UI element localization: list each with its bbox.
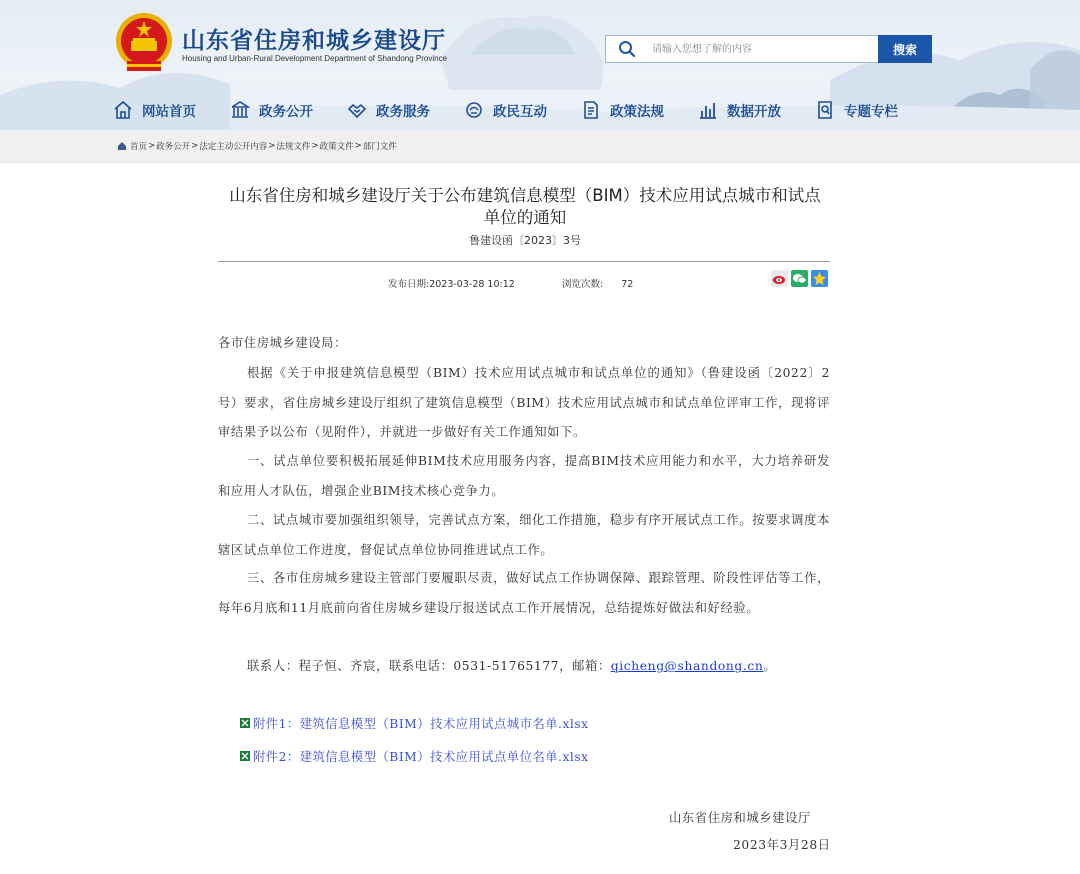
attachment-label: 附件1：建筑信息模型（BIM）技术应用试点城市名单.xlsx bbox=[253, 717, 589, 731]
salutation: 各市住房城乡建设局： bbox=[218, 336, 347, 350]
nav-label: 政务公开 bbox=[259, 104, 313, 120]
attachment-link-2[interactable] bbox=[240, 747, 589, 765]
contact-line bbox=[218, 652, 830, 682]
article-title-line: 单位的通知 bbox=[483, 208, 567, 227]
paragraph-1: 根据《关于申报建筑信息模型（BIM）技术应用试点城市和试点单位的通知》（鲁建设函〔2022〕2号）要求，省住房城乡建设厅组织了建筑信息模型（BIM）技术应用试点城市和试点单位评审工作，现将评审结果予以公布（见附件），并就进一步做好有关工作通知如下。 bbox=[218, 366, 830, 439]
nav-label: 政务服务 bbox=[376, 104, 430, 120]
search-icon bbox=[618, 40, 636, 58]
handshake-icon bbox=[347, 100, 367, 120]
search-box bbox=[605, 35, 879, 63]
publish-date-label: 发布日期: bbox=[388, 279, 430, 290]
breadcrumb-separator: > bbox=[148, 141, 156, 151]
breadcrumb-separator: > bbox=[354, 141, 362, 151]
attachment-link-1[interactable] bbox=[240, 714, 589, 732]
nav-item-interaction[interactable] bbox=[464, 98, 547, 122]
site-title: 山东省住房和城乡建设厅 bbox=[182, 28, 446, 54]
view-count-value: 72 bbox=[621, 279, 634, 290]
search-button[interactable]: 搜索 bbox=[878, 35, 932, 63]
signature-date: 2023年3月28日 bbox=[733, 838, 831, 852]
breadcrumb bbox=[117, 140, 397, 152]
favorite-star-icon[interactable] bbox=[811, 270, 828, 287]
home-icon bbox=[113, 100, 133, 120]
nav-item-policy[interactable] bbox=[581, 98, 664, 122]
nav-item-gov-affairs-open[interactable] bbox=[230, 98, 313, 122]
interaction-icon bbox=[464, 100, 484, 120]
bar-chart-icon bbox=[698, 100, 718, 120]
view-count bbox=[562, 276, 633, 290]
document-number: 鲁建设函〔2023〕3号 bbox=[469, 234, 581, 247]
nav-label: 政策法规 bbox=[610, 104, 664, 120]
breadcrumb-link-policy[interactable]: 政策文件 bbox=[319, 142, 354, 152]
excel-file-icon bbox=[240, 718, 250, 728]
article-title-line: 山东省住房和城乡建设厅关于公布建筑信息模型（BIM）技术应用试点城市和试点 bbox=[229, 186, 821, 205]
search-input[interactable] bbox=[652, 36, 872, 62]
breadcrumb-bar bbox=[0, 130, 1080, 163]
topic-icon bbox=[815, 100, 835, 120]
home-icon bbox=[117, 141, 127, 151]
nav-item-topics[interactable] bbox=[815, 98, 898, 122]
contact-text: 联系人：程子恒、齐宸，联系电话：0531-51765177，邮箱： bbox=[247, 659, 611, 673]
divider bbox=[218, 261, 830, 262]
nav-item-gov-service[interactable] bbox=[347, 98, 430, 122]
article-title bbox=[210, 185, 840, 229]
contact-email-link[interactable]: qicheng@shandong.cn bbox=[610, 659, 764, 673]
breadcrumb-separator: > bbox=[268, 141, 276, 151]
nav-item-data-open[interactable] bbox=[698, 98, 781, 122]
main-nav bbox=[0, 98, 1080, 122]
nav-item-home[interactable] bbox=[113, 98, 196, 122]
wechat-share-icon[interactable] bbox=[791, 270, 808, 287]
attachment-label: 附件2：建筑信息模型（BIM）技术应用试点单位名单.xlsx bbox=[253, 750, 589, 764]
site-header bbox=[0, 0, 1080, 130]
publish-date bbox=[388, 276, 515, 290]
publish-date-value: 2023-03-28 10:12 bbox=[429, 279, 515, 290]
breadcrumb-link-gov-affairs[interactable]: 政务公开 bbox=[156, 142, 191, 152]
breadcrumb-link-statutory[interactable]: 法定主动公开内容 bbox=[199, 142, 268, 152]
excel-file-icon bbox=[240, 751, 250, 761]
weibo-share-icon[interactable] bbox=[771, 270, 788, 287]
breadcrumb-link-home[interactable]: 首页 bbox=[130, 142, 148, 152]
breadcrumb-link-regulations[interactable]: 法规文件 bbox=[276, 142, 311, 152]
breadcrumb-separator: > bbox=[311, 141, 319, 151]
national-emblem-logo bbox=[113, 11, 175, 77]
building-icon bbox=[230, 100, 250, 120]
nav-label: 政民互动 bbox=[493, 104, 547, 120]
nav-label: 数据开放 bbox=[727, 104, 781, 120]
site-subtitle: Housing and Urban-Rural Development Department of Shandong Province bbox=[182, 54, 448, 63]
nav-label: 网站首页 bbox=[142, 104, 196, 120]
breadcrumb-separator: > bbox=[191, 141, 199, 151]
document-icon bbox=[581, 100, 601, 120]
contact-suffix: 。 bbox=[763, 659, 777, 673]
breadcrumb-link-department[interactable]: 部门文件 bbox=[362, 142, 397, 152]
paragraph-4: 三、各市住房城乡建设主管部门要履职尽责，做好试点工作协调保障、跟踪管理、阶段性评估等工作，每年6月底和11月底前向省住房城乡建设厅报送试点工作开展情况，总结提炼好做法和好经验。 bbox=[218, 571, 830, 615]
nav-label: 专题专栏 bbox=[844, 104, 898, 120]
paragraph-3: 二、试点城市要加强组织领导，完善试点方案，细化工作措施，稳步有序开展试点工作。按要求调度本辖区试点单位工作进度，督促试点单位协同推进试点工作。 bbox=[218, 513, 830, 557]
paragraph-2: 一、试点单位要积极拓展延伸BIM技术应用服务内容，提高BIM技术应用能力和水平，大力培养研发和应用人才队伍，增强企业BIM技术核心竞争力。 bbox=[218, 454, 830, 498]
signature-organization: 山东省住房和城乡建设厅 bbox=[669, 811, 811, 825]
view-count-label: 浏览次数: bbox=[562, 279, 604, 290]
